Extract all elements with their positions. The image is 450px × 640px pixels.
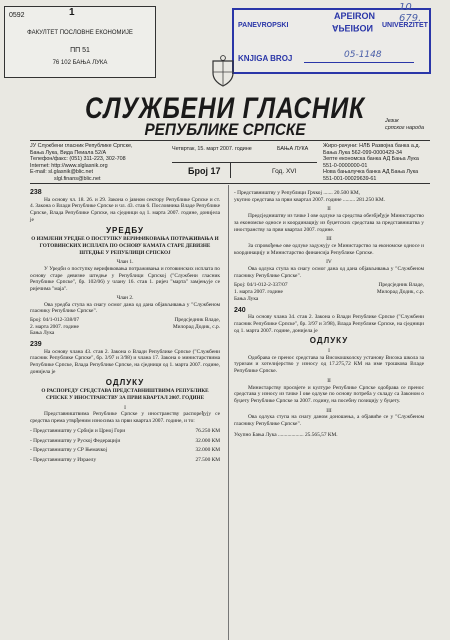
stamp-underline xyxy=(304,62,414,63)
article-number-238: 238 xyxy=(30,189,42,196)
article-239-sig-name: Милорад Додик, с.р. xyxy=(376,289,424,296)
article-240-intro: На основу члана 34. став 2. Закона о Влади Републике Српске ("Службени гласник Републике Српске", бр. 3/97 и 3/98), Влада Републике Српске, на сједници од 1. марта 2007. године, донијела је xyxy=(234,314,424,334)
article-239-ref: Број: 04/1-012-2-337/07 xyxy=(234,282,288,289)
publisher-line: slgl.finans@blic.net xyxy=(54,175,101,182)
issue-year: Год. XVI xyxy=(272,168,297,175)
stamp-univerzitet: UNIVERZITET xyxy=(382,22,428,29)
article-238-clause-1-text: У Уредби о поступку верификовања потраживања и готовинских исплата по основу старе девизне штедње у Републици Српској ("Службени гласник Републике Српске", бр. 102/06) у члану 16. став 1. ријеч "марта" замјењује се ријечима "маја". xyxy=(30,266,220,293)
allocation-total: укупно средстава за први квартал 2007. године ......... 281.250 КМ. xyxy=(234,196,385,203)
stamp-city: 76 102 БАЊА ЛУКА xyxy=(52,60,108,66)
article-238-ref: Број: 04/1-012-338/07 xyxy=(30,316,80,323)
article-240-section-3: III xyxy=(326,407,332,414)
article-238-sig-name: Милорад Додик, с.р. xyxy=(172,323,220,330)
bank-line: 551-0-0000000-01 xyxy=(323,162,368,169)
column-separator xyxy=(228,185,229,640)
publisher-line: Телефон/факс: (051) 311-223, 302-708 xyxy=(30,156,126,163)
article-238-sig-role: Предсједник Владе, xyxy=(174,316,220,323)
stamp-number: 1 xyxy=(69,7,75,18)
article-239-intro: На основу члана 43. став 2. Закона о Влади Републике Српске ("Службени гласник Републике Српске", бр. 3/97 и 3/98) и члана 17. Закона о министарствима Републике Српске, Влада Републике Српске, на сједници од 1. марта 2007. године, донијела је xyxy=(30,348,220,375)
registry-stamp-left xyxy=(4,6,156,78)
article-238-type: УРЕДБУ xyxy=(106,225,144,235)
bank-line: Жиро-рачуни: НЛБ Развојна банка а.д. xyxy=(323,143,420,149)
masthead-top-rule xyxy=(30,140,430,141)
article-240-section-2: II xyxy=(327,377,331,384)
allocation-item xyxy=(30,447,220,454)
allocation-amount: 32.000 КМ xyxy=(195,437,220,444)
section-2-text: Предсједништву из тачке I ове одлуке за средства обезбјеђује Министарство за економске односе и координацију из буџетских средстава за представништва у иностранству за први квартал 2007. године. xyxy=(234,213,424,233)
allocation-label: - Представништву у Руској Федерацији xyxy=(30,437,121,444)
section-4-text: Ова одлука ступа на снагу осмог дана од дана објављивања у "Службеном гласнику Републике Српске". xyxy=(234,266,424,279)
allocation-item xyxy=(30,428,220,435)
stamp-code: 0592 xyxy=(9,12,25,19)
allocation-label: - Представништву у Израелу xyxy=(30,456,97,463)
coat-of-arms-icon xyxy=(210,55,236,87)
handwritten-code: 05-1148 xyxy=(344,50,382,60)
article-number-240: 240 xyxy=(234,306,246,314)
section-3-text: За спровођење ове одлуке задужују се Министарство за економске односе и координацију и Министарство финансија Републике Српске. xyxy=(234,242,424,256)
publisher-line: Internet: http://www.slglasnik.org xyxy=(30,162,108,169)
article-239-signature-block xyxy=(234,282,424,302)
allocation-amount: 27.500 КМ xyxy=(195,456,220,463)
right-column xyxy=(234,190,424,439)
handwritten-number: 10 679. xyxy=(399,2,422,24)
article-239-section-1: I xyxy=(124,404,126,411)
issue-number: Број 17 xyxy=(188,166,221,176)
allocation-amount: 76.250 КМ xyxy=(195,427,220,434)
section-3-heading: III xyxy=(326,236,332,243)
publisher-line: E-mail: sl.glasnik@blic.net xyxy=(30,169,93,176)
allocation-item xyxy=(30,457,220,464)
stamp-faculty: ФАКУЛТЕТ ПОСЛОВНЕ ЕКОНОМИЈЕ xyxy=(27,30,133,36)
article-239-place: Бања Лука xyxy=(234,295,259,302)
article-238-signature-block xyxy=(30,317,220,337)
article-240-section-1: I xyxy=(328,348,330,355)
bank-line: Нова бањалучка банка АД Бања Лука xyxy=(323,169,419,176)
gazette-subtitle: РЕПУБЛИКЕ СРПСКЕ xyxy=(144,120,306,139)
stamp-panevropski: PANEVROPSKI xyxy=(238,22,289,29)
issue-city: БАЊА ЛУКА xyxy=(277,146,309,152)
bank-line: Зепте економска банка АД Бања Лука xyxy=(323,156,419,163)
stamp-pobox: ПП 51 xyxy=(70,47,90,54)
article-239-sig-role: Предсједник Владе, xyxy=(378,282,424,289)
publisher-line: Бања Лука, Вида Пеиала 52/А xyxy=(30,149,107,156)
bank-line: 551-001-00029639-61 xyxy=(323,175,377,182)
library-stamp-right xyxy=(232,2,431,74)
article-238-clause-2: Члан 2. xyxy=(116,294,134,301)
stamp-apeiron: APEIRON xyxy=(334,11,376,21)
issue-date: Четвртак, 15. март 2007. године xyxy=(172,146,252,152)
article-239-text: Представништвима Републике Српске у иностранству распоређују се средства према утврђеним износима за први квартал 2007. године, и то: xyxy=(30,411,220,425)
article-239-date: 1. марта 2007. године xyxy=(234,289,283,296)
article-238-place: Бања Лука xyxy=(30,330,55,337)
gazette-title: СЛУЖБЕНИ ГЛАСНИК xyxy=(85,92,365,125)
article-238-date: 2. марта 2007. године xyxy=(30,323,79,330)
stamp-book-number-label: KNJIGA BROJ xyxy=(238,54,293,63)
article-238-clause-1: Члан 1. xyxy=(116,259,134,266)
article-number-239: 239 xyxy=(30,341,42,349)
article-239-type: ОДЛУКУ xyxy=(105,377,145,387)
masthead-bottom-rule xyxy=(30,183,430,184)
masthead-bank-accounts xyxy=(323,143,438,183)
article-238-intro: На основу чл. 18. 26. и 29. Закона о јавном сектору Републике Српске и ст. 4. Закона о Влади Републике Српске и чл. 43. став 6. Пословника Владе Републике Српске, Влада Републике Српске, на сједници од 1. марта 2007. године, донијела је xyxy=(30,196,220,223)
issue-box-top xyxy=(172,162,317,163)
allocation-label: - Представништву у СР Њемачкој xyxy=(30,447,108,454)
article-238-clause-2-text: Ова уредба ступа на снагу осмог дана од дана објављивања у "Службеном гласнику Републике Српске". xyxy=(30,301,220,315)
publisher-line: ЈУ Службени гласник Републике Српске, xyxy=(30,143,133,149)
article-239-title: О РАСПОРЕДУ СРЕДСТАВА ПРЕДСТАВНИШТВИМА РЕПУБЛИКЕ СРПСКЕ У ИНОСТРАНСТВУ ЗА ПРВИ КВАРТАЛ 2007. ГОДИНЕ xyxy=(41,388,209,401)
left-column xyxy=(30,190,220,464)
section-2-heading: II xyxy=(327,206,331,213)
allocation-label: - Представништву у Србији и Црној Гори xyxy=(30,427,126,434)
masthead-publisher-info xyxy=(30,143,170,183)
article-240-text-3: Ова одлука ступа на снагу даном доношења, а објавиће се у "Службеном гласнику Републике Српске". xyxy=(234,414,424,428)
article-240-bottom-line: Укупно Бања Лука ................... 25.565,57 КМ. xyxy=(234,431,338,438)
allocation-item xyxy=(30,438,220,445)
section-4-heading: IV xyxy=(326,259,332,266)
language-note-1: Језик xyxy=(385,118,399,124)
allocation-amount: 32.000 КМ xyxy=(195,447,220,454)
language-note-2: српског народа xyxy=(385,125,424,131)
article-238-title: О ИЗМЈЕНИ УРЕДБЕ О ПОСТУПКУ ВЕРИФИКОВАЊА ПОТРАЖИВАЊА И ГОТОВИНСКИХ ИСПЛАТА ПО ОСНОВУ КАМАТА СТАРЕ ДЕВИЗНЕ ШТЕДЊЕ У РЕПУБЛИЦИ СРПСКОЈ xyxy=(31,236,219,256)
allocation-continued-line: - Представништву у Републици Грчкој ....... 20.500 КМ, xyxy=(234,190,361,196)
article-240-text-1: Одобрава се пренос средстава за Високошколску установу Висока школа за туризам и хотелијерство у износу од 17.275,72 КМ на име трошкова Владе Републике Српске. xyxy=(234,354,424,375)
bank-line: Бања Лука 562-099-0000429-34 xyxy=(323,149,403,156)
stamp-apeiron-mirrored: APEIRON xyxy=(332,23,374,33)
article-240-type: ОДЛУКУ xyxy=(309,336,349,346)
issue-box-divider xyxy=(230,162,231,178)
article-240-text-2: Министарству просвјете и културе Републике Српске одобрава се пренос средстава у износу из тачке I ове одлуке по основу потреба у складу са Законом о буџету Републике Српске за 2007. годину, на посебну позицију у буџету. xyxy=(234,384,424,404)
allocation-list xyxy=(30,428,220,464)
